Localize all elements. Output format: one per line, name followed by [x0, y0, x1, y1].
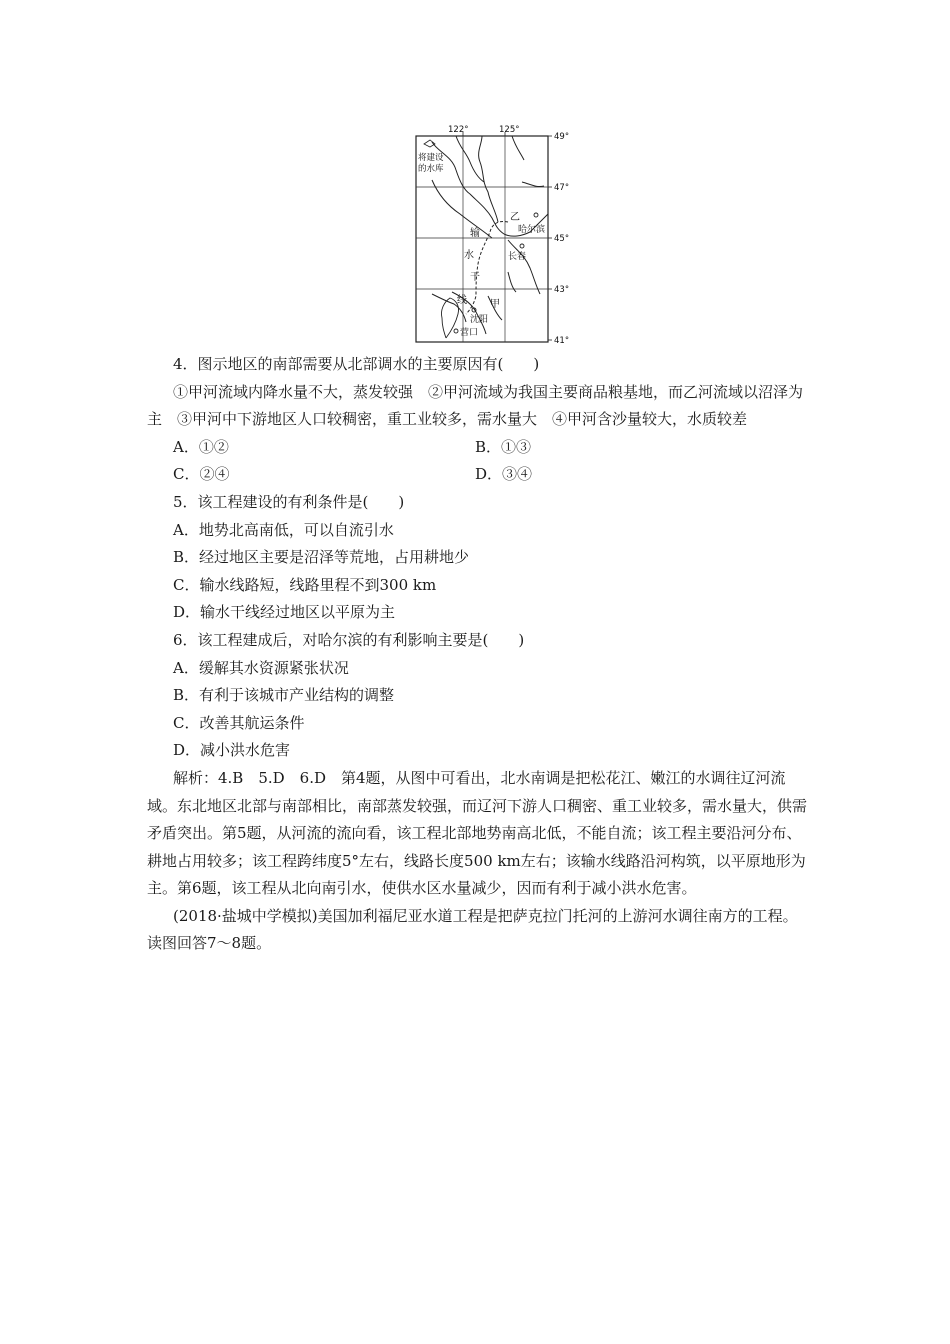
- yingkou-marker: [454, 329, 458, 333]
- question-5-option-c: C．输水线路短，线路里程不到300 km: [173, 575, 437, 594]
- river-label-yi: 乙: [510, 212, 520, 223]
- next-question-intro: (2018·盐城中学模拟)美国加利福尼亚水道工程是把萨克拉门托河的上游河水调往南方的工程。读图回答7～8题。: [147, 906, 798, 953]
- question-5-stem: 5．该工程建设的有利条件是( ): [173, 492, 405, 511]
- question-content: [147, 351, 811, 958]
- northeast-water-transfer-map: [412, 122, 577, 344]
- reservoir-label-line2: 的水库: [418, 164, 444, 174]
- question-6-option-a: A．缓解其水资源紧张状况: [173, 658, 349, 677]
- canal-char-3: 干: [470, 272, 480, 283]
- question-4-statements: ①甲河流域内降水量不大，蒸发较强 ②甲河流域为我国主要商品粮基地，而乙河流域以沼泽为主 ③甲河中下游地区人口较稠密，重工业较多，需水量大 ④甲河含沙量较大，水质较差: [147, 382, 804, 429]
- question-4-option-b: B．①③: [475, 437, 532, 456]
- changchun-marker: [520, 244, 524, 248]
- canal-char-2: 水: [464, 250, 474, 261]
- canal-char-4: 线: [457, 295, 467, 306]
- lat-label-45: 45°: [554, 234, 570, 244]
- question-4-stem: 4．图示地区的南部需要从北部调水的主要原因有( ): [173, 355, 540, 373]
- question-4-option-a: A．①②: [173, 437, 229, 456]
- lon-label-125: 125°: [499, 125, 520, 135]
- coastline: [441, 298, 458, 338]
- question-4-option-d: D．③④: [475, 465, 533, 484]
- lat-label-49: 49°: [554, 132, 570, 142]
- reservoir-label-line1: 将建设: [418, 153, 444, 163]
- river-label-jia: 甲: [490, 299, 500, 310]
- question-4-options-row-1: [147, 434, 811, 462]
- map-figure: [412, 122, 577, 344]
- canal-char-1: 输: [470, 228, 480, 239]
- question-6-option-c: C．改善其航运条件: [173, 713, 305, 732]
- question-6-stem: 6．该工程建成后，对哈尔滨的有利影响主要是( ): [173, 630, 525, 649]
- analysis-paragraph: 解析：4.B 5.D 6.D 第4题，从图中可看出，北水南调是把松花江、嫩江的水调往辽河流域。东北地区北部与南部相比，南部蒸发较强，而辽河下游人口稠密、重工业较多，需水量大，供需矛盾突出。第5题，从河流的流向看，该工程北部地势南高北低，不能自流；该工程主要沿河分布、耕地占用较多；该工程跨纬度5°左右，线路长度500 km左右；该输水线路沿河构筑，以平原地形为主。第6题，该工程从北向南引水，使供水区水量减少，因而有利于减小洪水危害。: [147, 768, 808, 898]
- harbin-marker: [534, 213, 538, 217]
- question-5-option-a: A．地势北高南低，可以自流引水: [173, 520, 394, 539]
- question-4-options-row-2: [147, 461, 811, 489]
- lat-label-47: 47°: [554, 183, 570, 193]
- lat-label-41: 41°: [554, 336, 570, 344]
- city-label-shenyang: 沈阳: [470, 315, 489, 325]
- question-4-option-c: C．②④: [173, 465, 230, 484]
- city-label-changchun: 长春: [508, 252, 527, 262]
- city-label-harbin: 哈尔滨: [518, 225, 546, 235]
- question-5-option-d: D．输水干线经过地区以平原为主: [173, 603, 396, 622]
- question-6-option-d: D．减小洪水危害: [173, 741, 291, 760]
- lat-label-43: 43°: [554, 285, 570, 295]
- city-label-yingkou: 营口: [460, 328, 479, 338]
- question-6-option-b: B．有利于该城市产业结构的调整: [173, 686, 395, 705]
- lon-label-122: 122°: [448, 125, 469, 135]
- question-5-option-b: B．经过地区主要是沼泽等荒地，占用耕地少: [173, 548, 470, 567]
